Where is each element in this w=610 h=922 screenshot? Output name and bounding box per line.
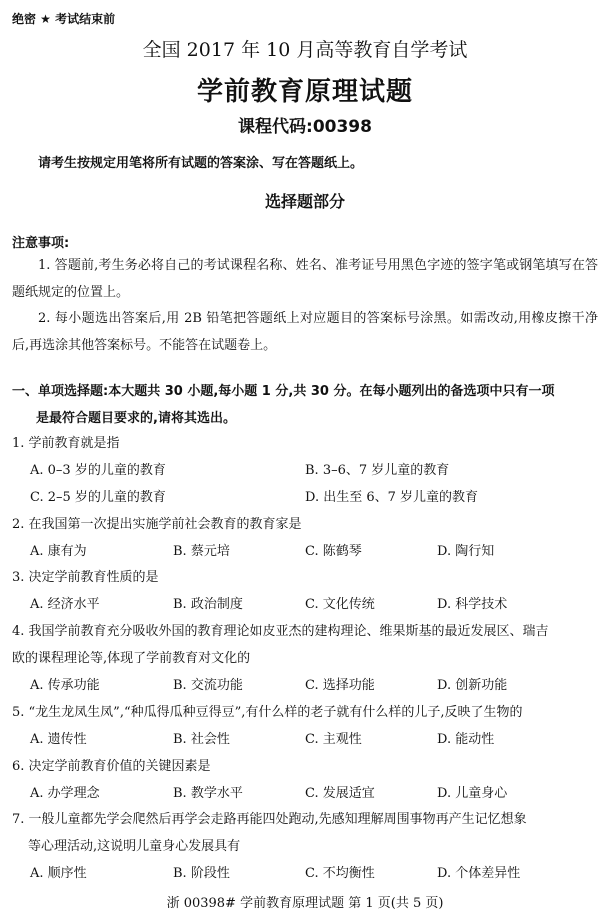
q1-option-c: C. 2–5 岁的儿童的教育 <box>30 490 166 505</box>
q6-option-d: D. 儿童身心 <box>437 786 508 801</box>
question-7: 7. 一般儿童都先学会爬然后再学会走路再能四处跑动,先感知理解周围事物再产生记忆想象 <box>12 812 527 827</box>
q6-option-c: C. 发展适宜 <box>305 786 375 801</box>
q4-option-a: A. 传承功能 <box>30 678 100 693</box>
section-title: 选择题部分 <box>264 192 345 211</box>
question-6: 6. 决定学前教育价值的关键因素是 <box>12 759 211 774</box>
q1-option-d: D. 出生至 6、7 岁儿童的教育 <box>305 490 479 505</box>
part-one-heading: 一、单项选择题:本大题共 30 小题,每小题 1 分,共 30 分。在每小题列出的备选项中只有一项 <box>12 384 555 399</box>
question-1: 1. 学前教育就是指 <box>12 436 120 451</box>
course-code: 课程代码:00398 <box>238 117 372 137</box>
q3-option-a: A. 经济水平 <box>30 597 100 612</box>
answer-instruction: 请考生按规定用笔将所有试题的答案涂、写在答题纸上。 <box>38 156 364 171</box>
q2-option-a: A. 康有为 <box>30 544 87 559</box>
q1-option-b: B. 3–6、7 岁儿童的教育 <box>305 463 450 478</box>
question-7-cont: 等心理活动,这说明儿童身心发展具有 <box>28 839 241 854</box>
q3-option-c: C. 文化传统 <box>305 597 375 612</box>
q3-option-d: D. 科学技术 <box>437 597 508 612</box>
question-3: 3. 决定学前教育性质的是 <box>12 570 159 585</box>
q7-option-b: B. 阶段性 <box>173 866 230 881</box>
q2-option-b: B. 蔡元培 <box>173 544 230 559</box>
part-one-heading-cont: 是最符合题目要求的,请将其选出。 <box>36 411 236 426</box>
q6-option-a: A. 办学理念 <box>30 786 100 801</box>
note-2: 2. 每小题选出答案后,用 2B 铅笔把答题纸上对应题目的答案标号涂黑。如需改动,用橡皮擦干净后,再选涂其他答案标号。不能答在试题卷上。 <box>12 311 598 353</box>
q3-option-b: B. 政治制度 <box>173 597 243 612</box>
secret-mark: 绝密 ★ 考试结束前 <box>12 12 116 26</box>
q5-option-d: D. 能动性 <box>437 732 495 747</box>
q1-option-a: A. 0–3 岁的儿童的教育 <box>30 463 166 478</box>
question-4-cont: 欧的课程理论等,体现了学前教育对文化的 <box>12 651 251 666</box>
q6-option-b: B. 教学水平 <box>173 786 243 801</box>
q7-option-c: C. 不均衡性 <box>305 866 375 881</box>
exam-title: 全国 2017 年 10 月高等教育自学考试 <box>142 39 468 61</box>
q2-option-c: C. 陈鹤琴 <box>305 544 362 559</box>
q5-option-c: C. 主观性 <box>305 732 362 747</box>
notes-heading: 注意事项: <box>12 236 70 251</box>
q7-option-a: A. 顺序性 <box>30 866 87 881</box>
question-2: 2. 在我国第一次提出实施学前社会教育的教育家是 <box>12 517 302 532</box>
q4-option-d: D. 创新功能 <box>437 678 508 693</box>
q4-option-b: B. 交流功能 <box>173 678 243 693</box>
question-5: 5. “龙生龙凤生凤”,“种瓜得瓜种豆得豆”,有什么样的老子就有什么样的儿子,反映了生物的 <box>12 705 523 720</box>
q2-option-d: D. 陶行知 <box>437 544 495 559</box>
q7-option-d: D. 个体差异性 <box>437 866 521 881</box>
q5-option-b: B. 社会性 <box>173 732 230 747</box>
paper-title: 学前教育原理试题 <box>196 77 413 107</box>
question-4: 4. 我国学前教育充分吸收外国的教育理论如皮亚杰的建构理论、维果斯基的最近发展区、瑞吉 <box>12 624 549 639</box>
note-1: 1. 答题前,考生务必将自己的考试课程名称、姓名、准考证号用黑色字迹的签字笔或钢笔填写在答题纸规定的位置上。 <box>12 258 598 300</box>
page-footer: 浙 00398# 学前教育原理试题 第 1 页(共 5 页) <box>166 896 444 911</box>
q5-option-a: A. 遗传性 <box>30 732 87 747</box>
q4-option-c: C. 选择功能 <box>305 678 375 693</box>
